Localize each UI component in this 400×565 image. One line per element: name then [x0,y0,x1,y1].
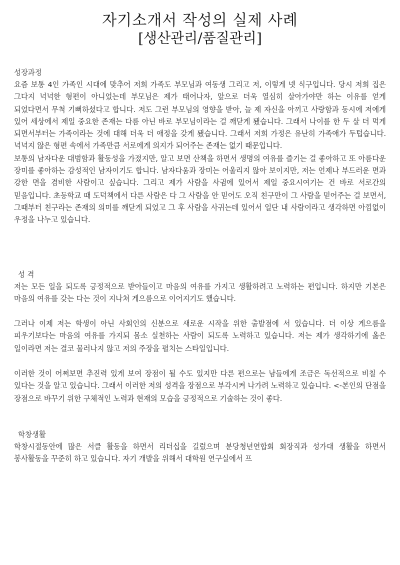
paragraph: 저는 모든 일을 되도록 긍정적으로 받아들이고 마음의 여유를 가지고 생활하려고 노력하는 편입니다. 하지만 기본은 마음의 여유를 갖는 다는 것이 지나쳐 게으름으로 이어지기도 했습니다. [14,281,386,303]
title-block [14,0,386,49]
section-school-life [14,429,386,466]
section-growth [14,67,386,227]
section-heading-growth: 성장과정 [14,68,42,77]
document-title: 자기소개서 작성의 실제 사례 [102,11,298,29]
paragraph: 학창시절동안에 많은 서클 활동을 하면서 리더십을 길렀으며 분당청년연합회 회장직과 성가대 생활을 하면서 봉사활동을 꾸준히 하고 있습니다. 자기 개발을 위해서 대학원 연구실에서 프 [14,441,386,464]
section-heading-personality: 성 격 [18,269,35,279]
paragraph: 그러나 이제 저는 학생이 아닌 사회인의 신분으로 새로운 시작을 위한 출발점에 서 있습니다. 더 이상 게으름을 피우기보다는 마음의 여유를 가지되 몸소 실천하는 사람이 되도록 노력하고 있습니다. 저는 제가 생각하기에 옳은 일이라면 저는 결코 물러나지 않고 저의 주장을 펼치는 스타일입니다. [14,319,386,353]
document-subtitle: [생산관리/품질관리] [138,31,262,47]
section-heading-school-life: 학창생활 [18,429,46,439]
paragraph: 이러한 것이 어쩌보면 추진력 있게 보여 장점이 될 수도 있지만 다른 편으로는 남들에게 조금은 독선적으로 비칠 수 있다는 것을 알고 있습니다. 그래서 이러한 저의 성격을 장점으로 부각시켜 나가려 노력하고 있습니다. <-본인의 단점을 장점으로 바꾸기 위한 구체적인 노력과 현재의 모습을 긍정적으로 기술하는 것이 좋다. [14,369,386,403]
paragraph: 보통의 남자다운 대범함과 활동성을 가졌지만, 알고 보면 산책을 하면서 생명의 여유를 즐기는 걸 좋아하고 또 아름다운 장미를 좋아하는 감성적인 남자이기도 합니다. 남자다움과 장미는 어울리지 않아 보이지만, 저는 언제나 부드러운 면과 강한 면을 겸비한 사람이고 싶습니다. 그리고 제가 사람을 사귐에 있어서 제일 중요시여기는 건 바로 서로간의 믿음입니다. 초등학교 때 도덕책에서 다른 사람은 다 그 사람을 안 믿어도 오직 친구만이 그 사람을 믿어주는 걸 보면서, 그때부터 친구라는 존재의 의미를 깨닫게 되었고 그 후 사람을 사귀는데 있어서 일단 내 사람이라고 생각하면 아낌없이 우정을 나누고 있습니다. [14,153,386,225]
paragraph: 요즘 보통 4인 가족인 시대에 맞추어 저희 가족도 부모님과 여동생 그리고 저, 이렇게 넷 식구입니다. 당시 저희 집은 그다지 넉넉한 형편이 아니었는데 부모님은 제가 태어나자, 앞으로 더욱 열심히 살아가야만 하는 이유를 얻게 되었다면서 무척 기뻐하셨다고 합니다. 저도 그런 부모님의 영향을 받아, 늘 제 자신을 아끼고 사랑함과 동시에 저에게 있어 세상에서 제일 중요한 존재는 다름 아닌 바로 부모님이라는 걸 깨닫게 됐습니다. 그래서 나이를 한 두 살 더 먹게 되면서부터는 가족이라는 것에 대해 더욱 더 애정을 갖게 됐습니다. 그래서 저희 가정은 유난히 가족애가 두텁습니다. 넉넉지 않은 형편 속에서 가족만큼 서로에게 의지가 되어주는 존재는 없기 때문입니다. [14,80,386,151]
section-personality [14,269,386,405]
